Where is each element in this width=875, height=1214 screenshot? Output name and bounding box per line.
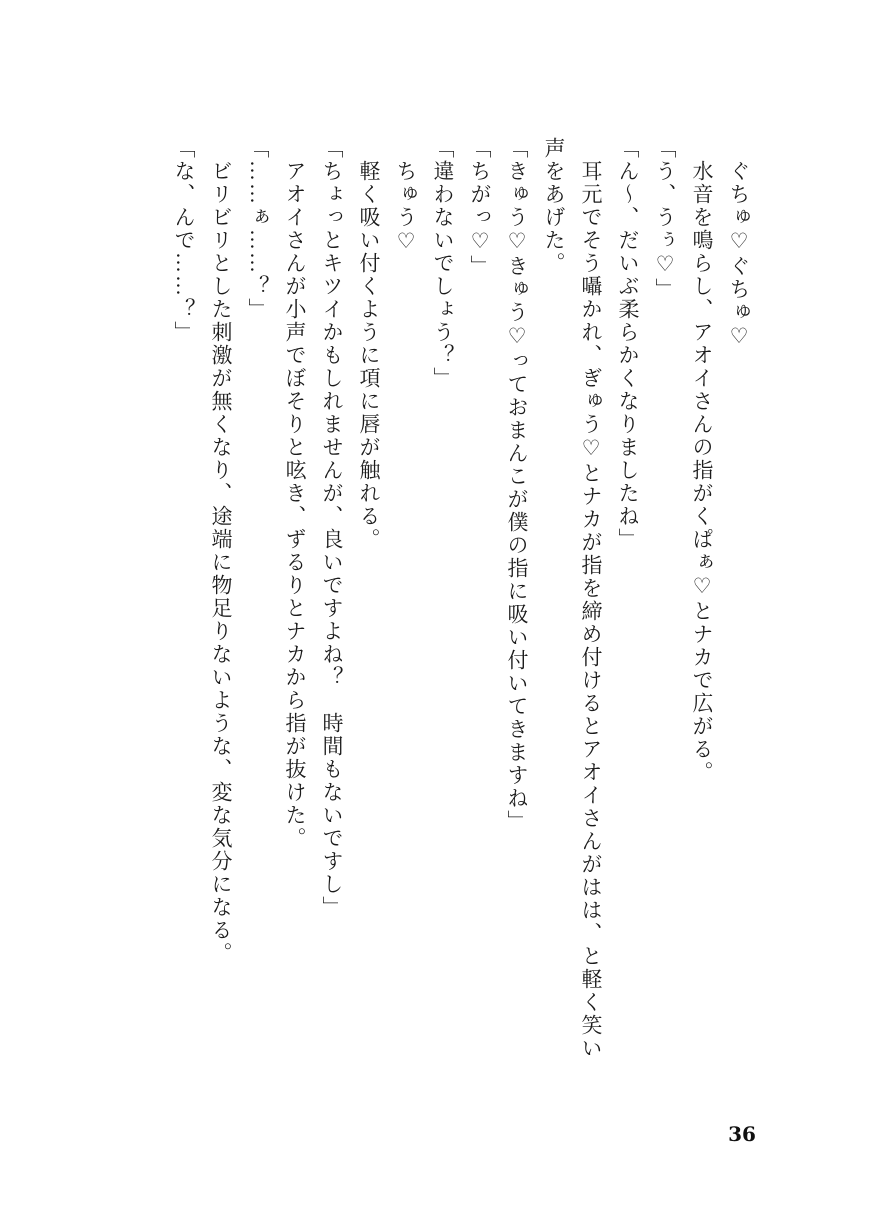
text-line: ぐちゅ♡ぐちゅ♡ bbox=[727, 160, 751, 350]
text-line: ビリビリとした刺激が無くなり、途端に物足りないような、変な気分になる。 bbox=[209, 160, 233, 965]
text-line: ちゅう♡ bbox=[394, 160, 418, 255]
text-line: 「う、うぅ♡」 bbox=[653, 137, 677, 301]
text-line: 「ちがっ♡」 bbox=[468, 137, 492, 278]
vertical-text-body bbox=[165, 137, 757, 1072]
text-line: 「きゅう♡きゅう♡っておまんこが僕の指に吸い付いてきますね」 bbox=[505, 137, 529, 833]
text-line: 「ちょっとキツイかもしれませんが、良いですよね？ 時間もないですし」 bbox=[320, 137, 344, 919]
text-line: アオイさんが小声でぼそりと呟き、ずるりとナカから指が抜けた。 bbox=[283, 160, 307, 850]
text-line: 耳元でそう囁かれ、ぎゅう♡とナカが指を締め付けるとアオイさんがはは、と軽く笑い bbox=[579, 160, 603, 1060]
text-line: 「違わないでしょう？」 bbox=[431, 137, 455, 390]
text-line: 「ん〜、だいぶ柔らかくなりましたね」 bbox=[616, 137, 640, 551]
text-line: 「な、んで……？」 bbox=[172, 137, 196, 344]
page-number: 36 bbox=[728, 1122, 756, 1146]
text-line: 軽く吸い付くように項に唇が触れる。 bbox=[357, 160, 381, 551]
text-line: 水音を鳴らし、アオイさんの指がくぱぁ♡とナカで広がる。 bbox=[690, 160, 714, 784]
text-line: 声をあげた。 bbox=[542, 137, 566, 275]
text-line: 「……ぁ……？」 bbox=[246, 137, 270, 321]
